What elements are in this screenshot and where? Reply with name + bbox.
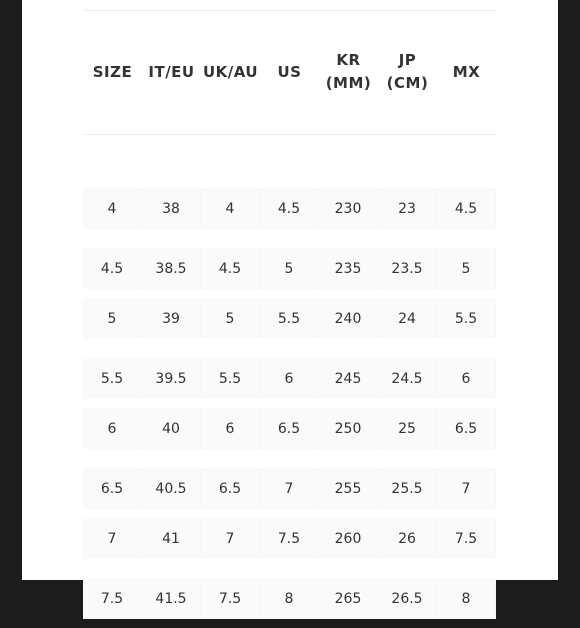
table-cell: 7.5 <box>260 518 318 559</box>
table-cell: 25 <box>378 408 436 449</box>
table-cell: 4.5 <box>260 188 318 229</box>
table-cell: 38 <box>142 188 200 229</box>
table-cell: 4 <box>201 188 259 229</box>
header-mx <box>437 30 496 114</box>
table-row <box>83 578 496 619</box>
table-cell: 6 <box>83 408 141 449</box>
table-cell: 39 <box>142 298 200 339</box>
table-cell: 235 <box>319 248 377 289</box>
table-cell: 5 <box>83 298 141 339</box>
table-cell: 7.5 <box>437 518 495 559</box>
size-chart-rows <box>83 188 496 628</box>
table-cell: 23.5 <box>378 248 436 289</box>
table-cell: 24.5 <box>378 358 436 399</box>
header-jp-unit: (CM) <box>386 74 429 92</box>
table-cell: 5.5 <box>201 358 259 399</box>
header-it-eu <box>142 30 201 114</box>
table-cell: 7 <box>260 468 318 509</box>
table-cell: 6.5 <box>437 408 495 449</box>
table-cell: 6 <box>260 358 318 399</box>
table-cell: 39.5 <box>142 358 200 399</box>
table-cell: 245 <box>319 358 377 399</box>
header-uk-au <box>201 30 260 114</box>
table-cell: 26 <box>378 518 436 559</box>
table-cell: 40.5 <box>142 468 200 509</box>
table-row <box>83 188 496 229</box>
table-cell: 6 <box>201 408 259 449</box>
table-cell: 8 <box>260 578 318 619</box>
table-cell: 8 <box>437 578 495 619</box>
header-us-label: US <box>277 62 302 81</box>
table-cell: 4.5 <box>437 188 495 229</box>
table-cell: 6 <box>437 358 495 399</box>
table-cell: 260 <box>319 518 377 559</box>
top-divider <box>83 10 496 11</box>
table-cell: 7 <box>83 518 141 559</box>
table-cell: 6.5 <box>260 408 318 449</box>
header-jp-label: JP <box>398 51 417 69</box>
header-size-label: SIZE <box>92 62 133 81</box>
table-cell: 41 <box>142 518 200 559</box>
table-cell: 4.5 <box>201 248 259 289</box>
header-uk-au-label: UK/AU <box>202 62 259 81</box>
table-cell: 5.5 <box>83 358 141 399</box>
table-cell: 38.5 <box>142 248 200 289</box>
table-cell: 23 <box>378 188 436 229</box>
header-it-eu-label: IT/EU <box>148 62 195 81</box>
table-cell: 5.5 <box>437 298 495 339</box>
size-chart-panel <box>22 0 558 607</box>
table-cell: 40 <box>142 408 200 449</box>
header-size <box>83 30 142 114</box>
header-divider <box>83 134 496 135</box>
table-cell: 5 <box>437 248 495 289</box>
table-cell: 230 <box>319 188 377 229</box>
table-cell: 5.5 <box>260 298 318 339</box>
table-cell: 265 <box>319 578 377 619</box>
table-cell: 255 <box>319 468 377 509</box>
table-row <box>83 518 496 559</box>
header-mx-label: MX <box>452 62 481 81</box>
table-cell: 240 <box>319 298 377 339</box>
table-cell: 5 <box>201 298 259 339</box>
table-cell: 7.5 <box>201 578 259 619</box>
table-row <box>83 298 496 339</box>
table-cell: 7.5 <box>83 578 141 619</box>
table-cell: 7 <box>201 518 259 559</box>
table-cell: 5 <box>260 248 318 289</box>
table-row <box>83 358 496 399</box>
table-cell: 4 <box>83 188 141 229</box>
table-row <box>83 468 496 509</box>
header-jp <box>378 30 437 114</box>
table-row <box>83 408 496 449</box>
table-cell: 7 <box>437 468 495 509</box>
table-cell: 25.5 <box>378 468 436 509</box>
table-row <box>83 248 496 289</box>
header-kr-label: KR <box>336 51 361 69</box>
header-kr-unit: (MM) <box>325 74 372 92</box>
header-kr <box>319 30 378 114</box>
header-us <box>260 30 319 114</box>
table-cell: 24 <box>378 298 436 339</box>
size-chart-header <box>83 30 496 114</box>
table-cell: 26.5 <box>378 578 436 619</box>
table-cell: 250 <box>319 408 377 449</box>
table-cell: 4.5 <box>83 248 141 289</box>
table-cell: 6.5 <box>201 468 259 509</box>
table-cell: 41.5 <box>142 578 200 619</box>
table-cell: 6.5 <box>83 468 141 509</box>
